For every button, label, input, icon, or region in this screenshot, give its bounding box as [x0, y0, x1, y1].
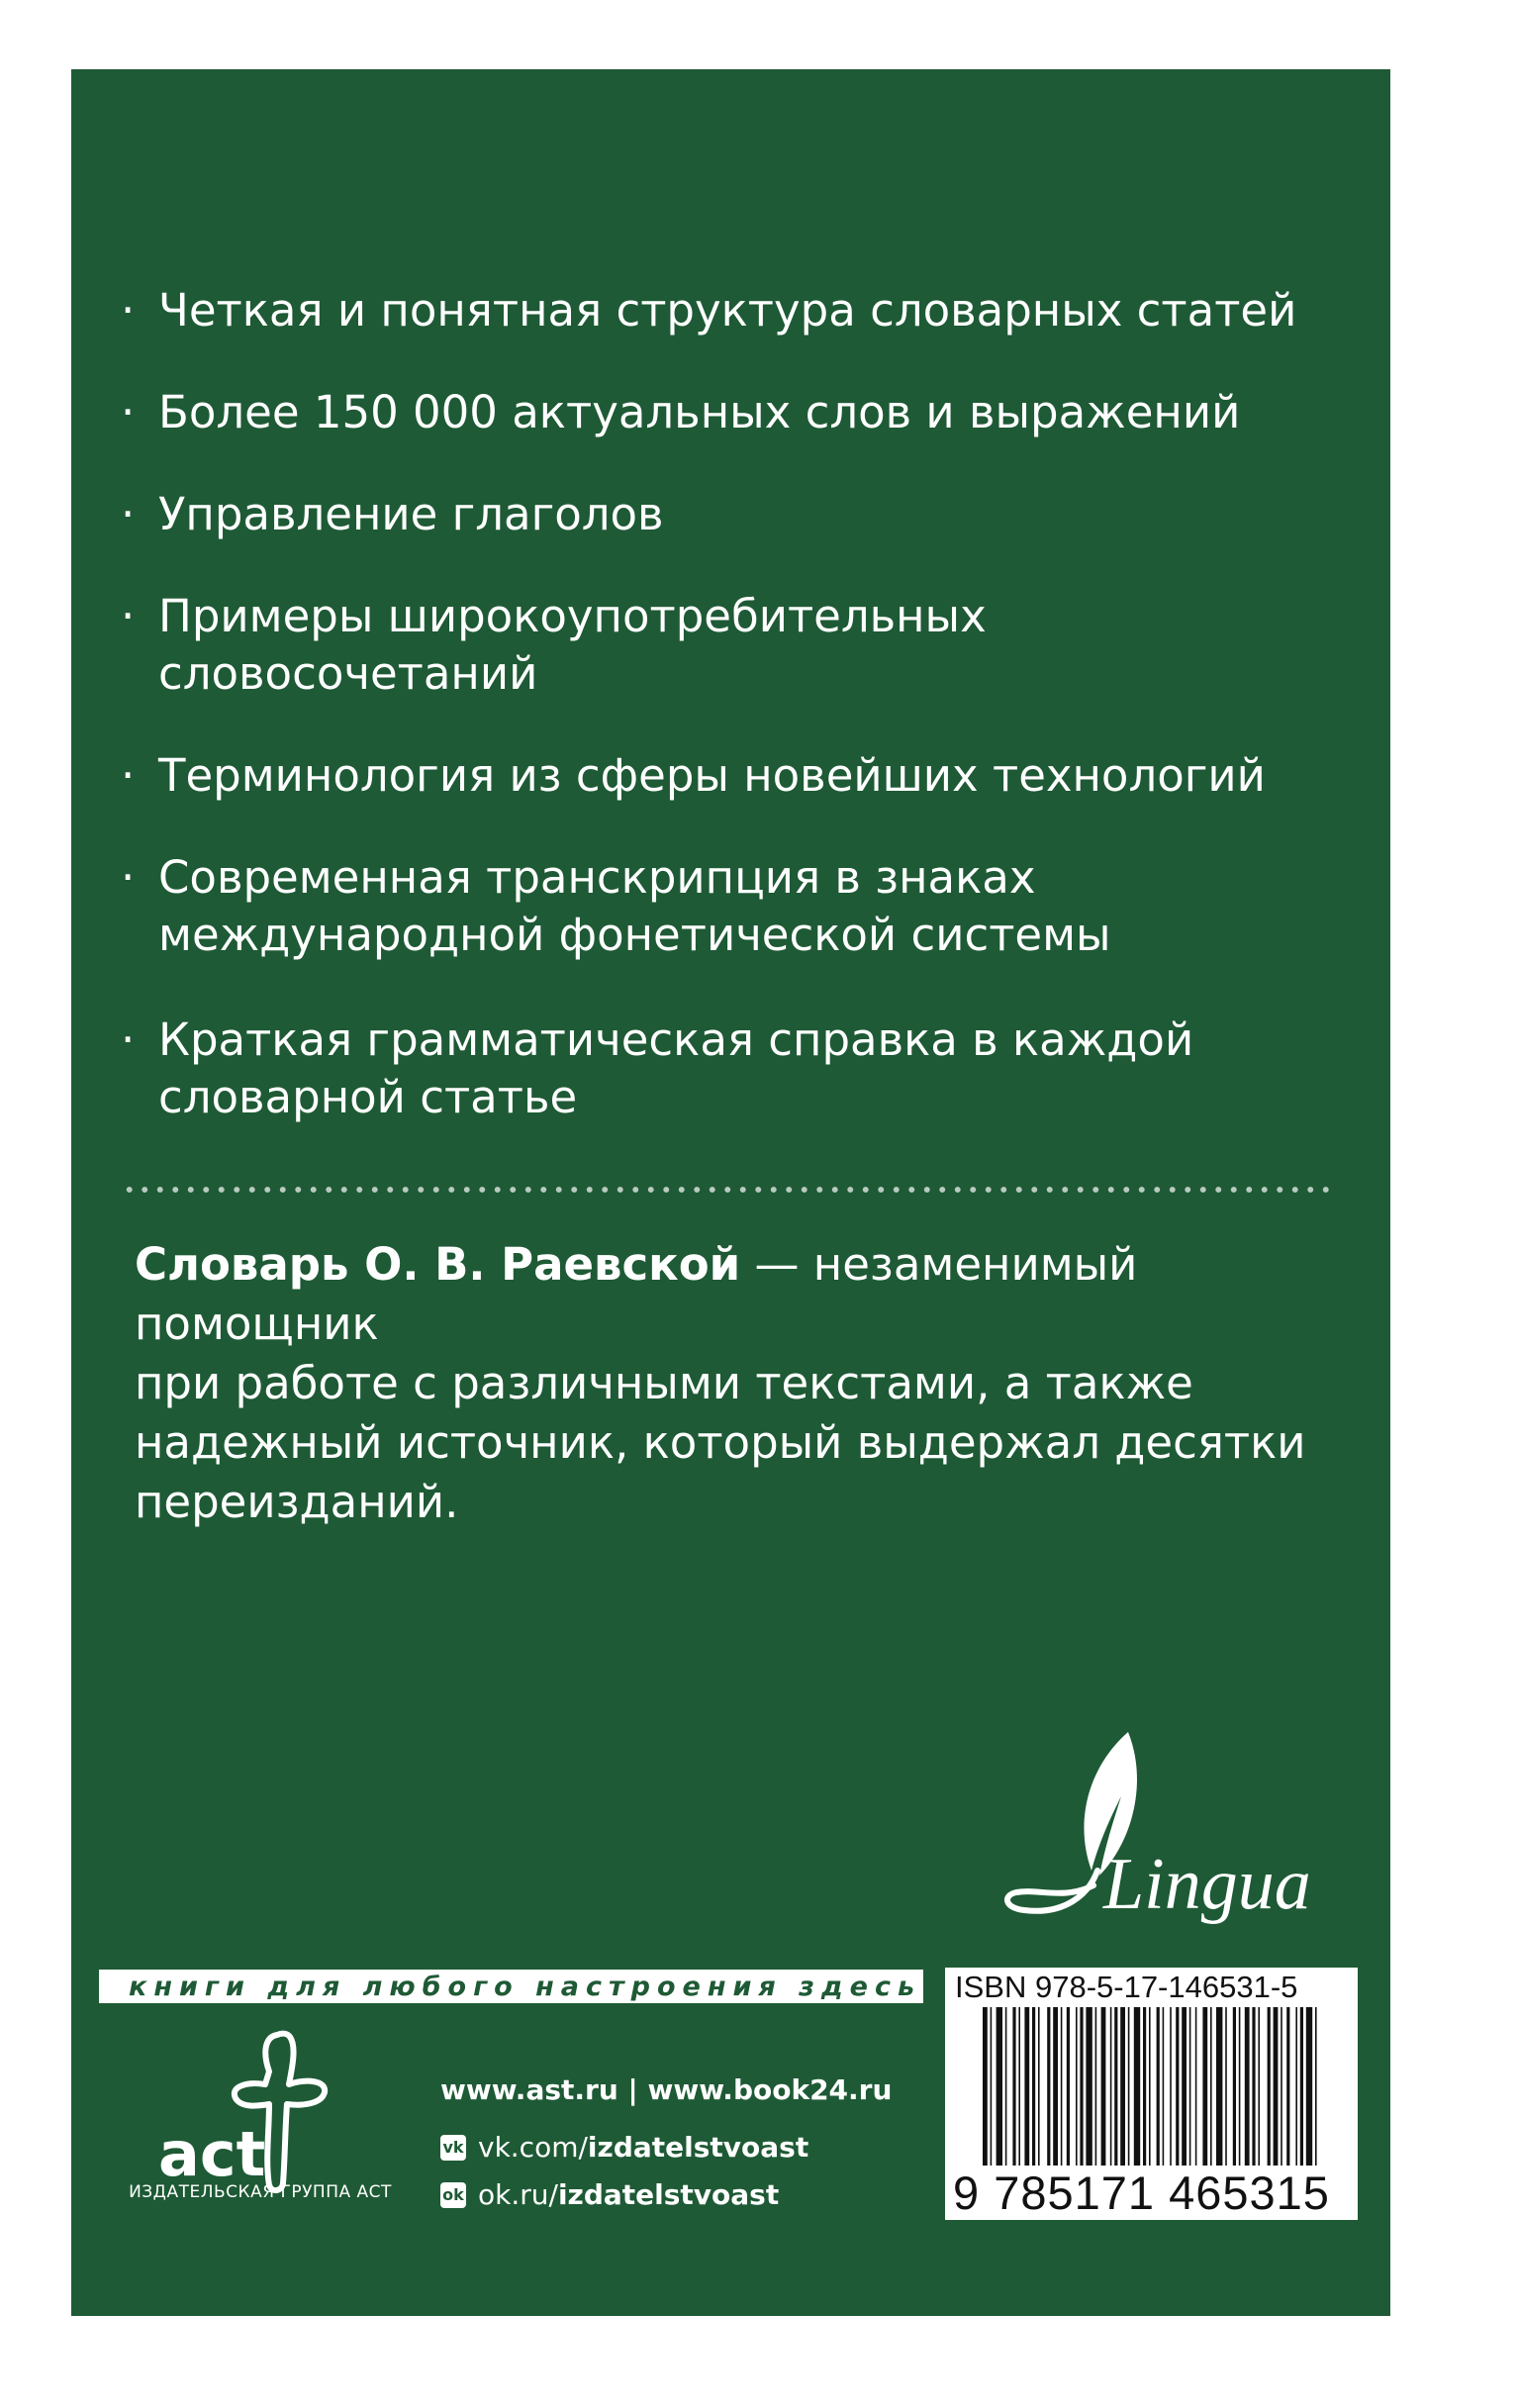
barcode-bar	[1143, 2007, 1146, 2166]
barcode-bar	[1080, 2007, 1083, 2166]
description-line: при работе с различными текстами, а также	[135, 1357, 1193, 1409]
lingua-logo	[995, 1712, 1311, 1950]
bullet: ·	[121, 590, 136, 642]
barcode-bar	[997, 2007, 1002, 2166]
isbn-barcode-block	[945, 1968, 1358, 2220]
feature-item	[59, 486, 1306, 543]
feature-text: Терминология из сферы новейших технологий	[158, 749, 1266, 802]
ok-handle: izdatelstvoast	[557, 2178, 780, 2211]
barcode-bar	[1202, 2007, 1207, 2166]
bullet: ·	[121, 851, 136, 904]
ok-prefix: ok.ru/	[478, 2178, 558, 2211]
barcode-bar	[1047, 2007, 1050, 2166]
feature-text: Четкая и понятная структура словарных статей	[158, 284, 1297, 337]
feature-item	[59, 588, 1306, 703]
barcode-bar	[1315, 2007, 1317, 2166]
feature-text-line: Современная транскрипция в знаках	[158, 851, 1036, 904]
barcode-bar	[1210, 2007, 1212, 2166]
bullet: ·	[121, 386, 136, 438]
barcode-bar	[1306, 2007, 1312, 2166]
barcode-bar	[1157, 2007, 1160, 2166]
ast-logo-text: act	[158, 2118, 266, 2190]
barcode-bar	[1053, 2007, 1058, 2166]
lingua-text: Lingua	[1103, 1844, 1311, 1925]
feature-text: Более 150 000 актуальных слов и выражений	[158, 386, 1241, 438]
feature-text-line: словарной статье	[158, 1071, 578, 1123]
barcode-bar	[1134, 2007, 1140, 2166]
barcode-bar	[1163, 2007, 1165, 2166]
ok-link[interactable]	[440, 2175, 892, 2215]
isbn-label: ISBN 978-5-17-146531-5	[955, 1970, 1298, 2004]
publisher-links	[440, 2073, 892, 2223]
barcode-bar	[1176, 2007, 1179, 2166]
barcode-bar	[1233, 2007, 1236, 2166]
barcode-bar	[1110, 2007, 1112, 2166]
barcode-bar	[1239, 2007, 1241, 2166]
feature-item	[59, 849, 1306, 964]
barcode-bar	[1067, 2007, 1070, 2166]
slogan-banner	[99, 1970, 923, 2003]
bullet: ·	[121, 488, 136, 540]
description-rest: — незаменимый помощник	[135, 1238, 1138, 1350]
barcode-bar	[1018, 2007, 1020, 2166]
ok-icon: ok	[440, 2182, 466, 2208]
barcode-bar	[1086, 2007, 1092, 2166]
barcode-bar	[1061, 2007, 1063, 2166]
bullet: ·	[121, 749, 136, 802]
feature-text-line: Краткая грамматическая справка в каждой	[158, 1013, 1194, 1066]
vk-prefix: vk.com/	[478, 2131, 588, 2164]
barcode-bar	[1024, 2007, 1029, 2166]
barcode-bar	[1032, 2007, 1035, 2166]
barcode-bar	[1012, 2007, 1015, 2166]
barcode-bar	[1005, 2007, 1007, 2166]
feature-text: Примеры широкоупотребительных словосочетаний	[158, 590, 987, 700]
barcode-bar	[1300, 2007, 1303, 2166]
ast-logo	[158, 2027, 356, 2200]
barcode-bar	[1149, 2007, 1151, 2166]
dotted-divider	[122, 1185, 1336, 1195]
barcode-bar	[1120, 2007, 1125, 2166]
barcode-bar	[1286, 2007, 1289, 2166]
barcode	[983, 2007, 1324, 2170]
barcode-bar	[1128, 2007, 1130, 2166]
feature-text-line: международной фонетической системы	[158, 909, 1111, 961]
feature-item	[59, 1011, 1306, 1126]
barcode-bar	[1281, 2007, 1282, 2166]
barcode-bar	[1225, 2007, 1227, 2166]
publisher-caption: ИЗДАТЕЛЬСКАЯ ГРУППА АСТ	[129, 2182, 392, 2202]
barcode-bar	[991, 2007, 993, 2166]
barcode-bar	[1245, 2007, 1250, 2166]
description	[135, 1235, 1322, 1532]
barcode-bar	[1295, 2007, 1297, 2166]
barcode-bar	[1189, 2007, 1191, 2166]
description-line: переизданий.	[135, 1476, 459, 1528]
barcode-bar	[1216, 2007, 1222, 2166]
barcode-bar	[983, 2007, 988, 2166]
barcode-bar	[1101, 2007, 1106, 2166]
barcode-bar	[1182, 2007, 1187, 2166]
vk-icon: vk	[440, 2135, 466, 2161]
description-lead: Словарь О. В. Раевской	[135, 1238, 741, 1291]
feature-list	[59, 282, 1306, 1174]
bullet: ·	[121, 1013, 136, 1066]
barcode-bar	[1195, 2007, 1197, 2166]
barcode-digits: 9 785171 465315	[953, 2167, 1330, 2219]
bullet: ·	[121, 284, 136, 337]
description-line	[135, 1235, 1322, 1354]
vk-link[interactable]	[440, 2128, 892, 2167]
description-line: надежный источник, который выдержал десятки	[135, 1416, 1306, 1469]
feature-text: Управление глаголов	[158, 488, 664, 540]
barcode-bar	[1268, 2007, 1271, 2166]
feature-item	[59, 282, 1306, 339]
feature-item	[59, 384, 1306, 441]
barcode-bar	[1258, 2007, 1260, 2166]
barcode-bar	[1038, 2007, 1040, 2166]
slogan-text: книги для любого настроения здесь	[129, 1971, 922, 2002]
vk-handle: izdatelstvoast	[587, 2131, 809, 2164]
barcode-bar	[1095, 2007, 1097, 2166]
website-link[interactable]: www.ast.ru | www.book24.ru	[440, 2073, 893, 2106]
barcode-bar	[1170, 2007, 1172, 2166]
feature-item	[59, 747, 1306, 805]
barcode-bar	[1252, 2007, 1255, 2166]
barcode-bar	[1076, 2007, 1078, 2166]
barcode-bar	[1274, 2007, 1279, 2166]
barcode-bar	[1114, 2007, 1117, 2166]
